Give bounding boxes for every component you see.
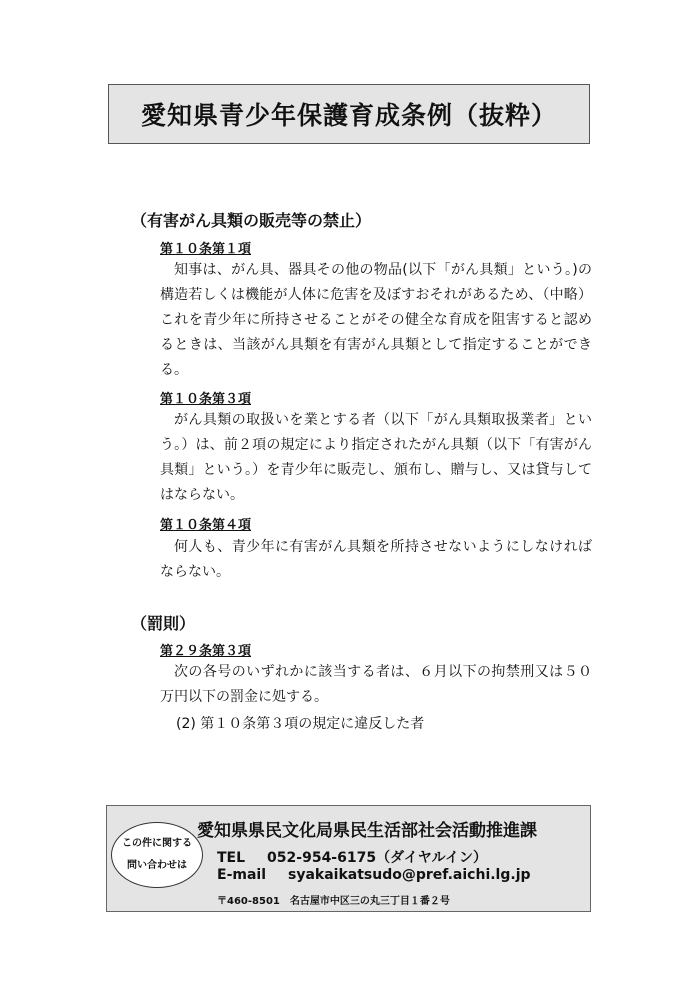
section-heading-penalties: （罰則） [131, 614, 196, 633]
inquiry-oval-line2: 問い合わせは [127, 860, 187, 871]
email-label: E-mail [217, 867, 267, 883]
contact-tel [217, 847, 487, 867]
contact-email [217, 867, 531, 883]
article-label-10-3: 第１０条第３項 [160, 392, 252, 407]
article-label-10-1: 第１０条第１項 [160, 242, 252, 257]
title-box [108, 84, 590, 144]
article-item-2: (2) 第１０条第３項の規定に違反した者 [176, 716, 425, 732]
contact-organization: 愛知県県民文化局県民生活部社会活動推進課 [197, 821, 537, 841]
article-text-29-3: 次の各号のいずれかに該当する者は、６月以下の拘禁刑又は５０万円以下の罰金に処する。 [160, 664, 592, 705]
article-label-10-4: 第１０条第４項 [160, 518, 252, 533]
article-label-29-3: 第２９条第３項 [160, 644, 252, 659]
tel-value: 052-954-6175（ダイヤルイン） [267, 850, 487, 866]
email-value[interactable]: syakaikatsudo@pref.aichi.lg.jp [288, 867, 531, 883]
inquiry-oval [111, 822, 203, 888]
article-text-10-4: 何人も、青少年に有害がん具類を所持させないようにしなければならない。 [160, 539, 592, 580]
inquiry-oval-line1: この件に関する [122, 838, 192, 849]
contact-box [106, 805, 591, 912]
article-text-10-3: がん具類の取扱いを業とする者（以下「がん具類取扱業者」という。）は、前２項の規定により指定されたがん具類（以下「有害がん具類」という。）を青少年に販売し、頒布し、贈与し、又は貸与してはならない。 [160, 412, 592, 503]
section-heading-harmful-toys: （有害がん具類の販売等の禁止） [131, 211, 372, 230]
contact-address: 〒460-8501 名古屋市中区三の丸三丁目１番２号 [217, 896, 450, 907]
page-title: 愛知県青少年保護育成条例（抜粋） [140, 101, 557, 130]
article-text-10-1: 知事は、がん具、器具その他の物品(以下「がん具類」という。)の構造若しくは機能が人体に危害を及ぼすおそれがあるため、（中略）これを青少年に所持させることがその健全な育成を阻害すると認めるときは、当該がん具類を有害がん具類として指定することができる。 [160, 262, 592, 378]
tel-label: TEL [217, 850, 246, 866]
